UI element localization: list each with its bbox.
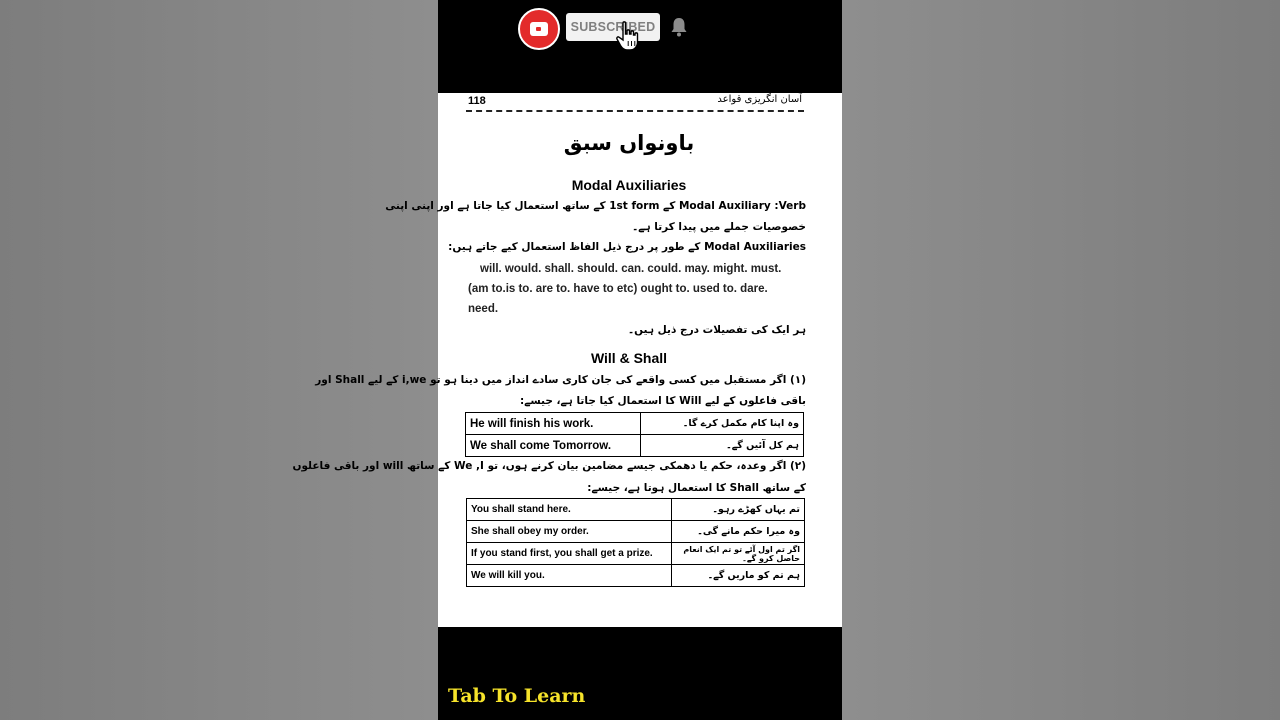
example-english: She shall obey my order. bbox=[467, 521, 672, 543]
table-row bbox=[467, 521, 805, 543]
example-urdu: ہم تم کو ماریں گے۔ bbox=[672, 565, 805, 587]
details-line: ہر ایک کی تفصیلات درج ذیل ہیں۔ bbox=[627, 324, 806, 336]
modal-words-line-1: will. would. shall. should. can. could. may. might. must. bbox=[480, 263, 782, 275]
example-urdu: وہ اپنا کام مکمل کرے گا۔ bbox=[641, 413, 804, 435]
heading-modal-auxiliaries: Modal Auxiliaries bbox=[571, 177, 687, 193]
bell-icon[interactable] bbox=[669, 16, 689, 38]
examples-table-2 bbox=[466, 498, 805, 587]
rule-2-line-2: کے ساتھ Shall کا استعمال ہوتا ہے، جیسے: bbox=[587, 482, 806, 494]
example-urdu: تم یہاں کھڑے رہو۔ bbox=[672, 499, 805, 521]
example-english: We will kill you. bbox=[467, 565, 672, 587]
example-english: He will finish his work. bbox=[466, 413, 641, 435]
table-row bbox=[466, 435, 804, 457]
channel-brand-text: Tab To Learn bbox=[448, 685, 586, 707]
blurred-background-right bbox=[842, 0, 1280, 720]
modal-words-line-3: need. bbox=[468, 303, 499, 315]
examples-table-1 bbox=[465, 412, 804, 457]
heading-will-shall: Will & Shall bbox=[590, 350, 668, 366]
example-english: If you stand first, you shall get a prize. bbox=[467, 543, 672, 565]
example-urdu: ہم کل آئیں گے۔ bbox=[641, 435, 804, 457]
video-frame[interactable] bbox=[292, 0, 842, 720]
example-urdu: اگر تم اول آئے تو تم ایک انعام حاصل کرو گے۔ bbox=[672, 543, 805, 565]
example-english: We shall come Tomorrow. bbox=[466, 435, 641, 457]
hand-cursor-icon bbox=[614, 20, 642, 52]
intro-line-1: Modal Auxiliary :Verb کے 1st form کے ساتھ استعمال کیا جاتا ہے اور اپنی اپنی bbox=[385, 200, 806, 212]
modal-words-line-2: (am to.is to. are to. have to etc) ought to. used to. dare. bbox=[468, 283, 768, 295]
table-row bbox=[466, 413, 804, 435]
example-urdu: وہ میرا حکم مانے گی۔ bbox=[672, 521, 805, 543]
example-english: You shall stand here. bbox=[467, 499, 672, 521]
blurred-background-left bbox=[0, 0, 438, 720]
book-page bbox=[292, 93, 842, 627]
rule-1-line-2: باقی فاعلوں کے لیے Will کا استعمال کیا جاتا ہے، جیسے: bbox=[520, 395, 806, 407]
intro-line-2: خصوصیات جملے میں پیدا کرتا ہے۔ bbox=[632, 221, 806, 233]
book-title-header: آسان انگریزی قواعد bbox=[717, 94, 802, 105]
table-row bbox=[467, 543, 805, 565]
subscribe-button[interactable]: SUBSCRIBED bbox=[566, 13, 660, 41]
youtube-logo-icon[interactable] bbox=[518, 8, 560, 50]
rule-1-line-1: (۱) اگر مستقبل میں کسی واقعے کی جان کاری سادے انداز میں دینا ہو تو i,we کے لیے Shall اور bbox=[315, 374, 806, 386]
table-row bbox=[467, 565, 805, 587]
lesson-title: باونواں سبق bbox=[563, 131, 695, 155]
page-number: 118 bbox=[468, 95, 486, 107]
rule-2-line-1: (۲) اگر وعدہ، حکم یا دھمکی جیسے مضامین بیان کرنے ہوں، تو We ,I کے ساتھ will اور باقی فاعلوں bbox=[292, 460, 806, 472]
header-divider bbox=[466, 110, 804, 112]
intro-line-3: Modal Auxiliaries کے طور پر درج ذیل الفاظ استعمال کیے جاتے ہیں: bbox=[448, 241, 806, 253]
table-row bbox=[467, 499, 805, 521]
